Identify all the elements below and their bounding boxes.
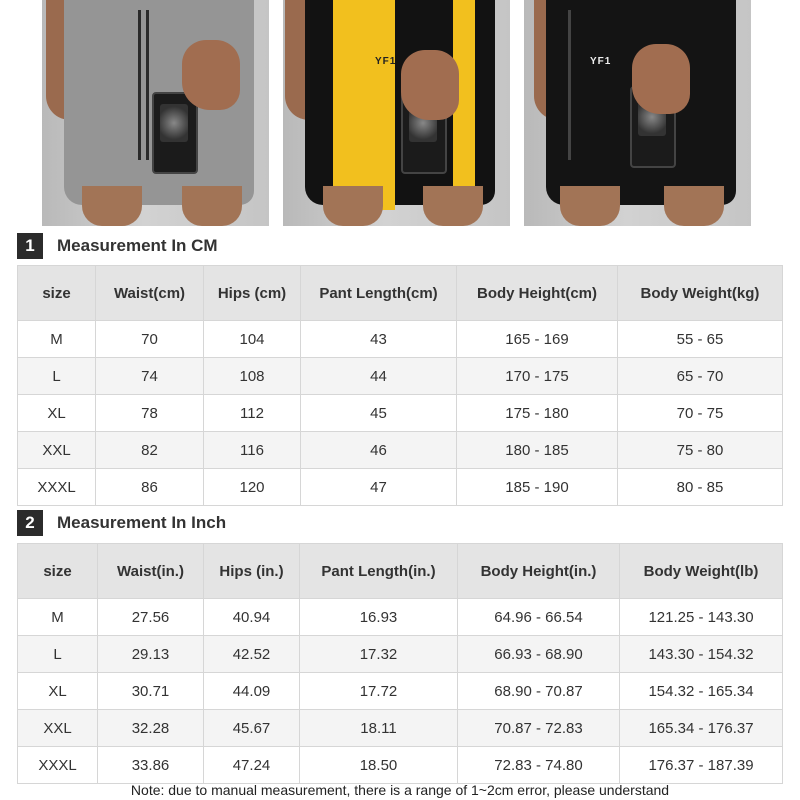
table-row [18, 395, 783, 432]
table-cell: 70 - 75 [618, 395, 783, 432]
table-cell: 17.32 [300, 636, 458, 673]
table-cell: 86 [96, 469, 204, 506]
table-header-row [18, 266, 783, 321]
table-row [18, 358, 783, 395]
table-cell: 121.25 - 143.30 [620, 599, 783, 636]
column-header: size [18, 544, 98, 599]
table-cell: L [18, 636, 98, 673]
table-cell: 180 - 185 [457, 432, 618, 469]
table-row [18, 673, 783, 710]
table-cell: 32.28 [98, 710, 204, 747]
section-header-inch [17, 509, 226, 537]
column-header: Hips (cm) [204, 266, 301, 321]
column-header: Body Weight(lb) [620, 544, 783, 599]
table-cell: 70 [96, 321, 204, 358]
table-cell: 74 [96, 358, 204, 395]
table-cell: XL [18, 673, 98, 710]
table-cell: 29.13 [98, 636, 204, 673]
table-cell: 65 - 70 [618, 358, 783, 395]
table-cell: 165 - 169 [457, 321, 618, 358]
table-cell: 143.30 - 154.32 [620, 636, 783, 673]
table-cell: 43 [301, 321, 457, 358]
section-header-cm [17, 232, 218, 260]
table-cell: 68.90 - 70.87 [458, 673, 620, 710]
table-cell: 116 [204, 432, 301, 469]
table-row [18, 747, 783, 784]
table-cell: 175 - 180 [457, 395, 618, 432]
table-cell: 40.94 [204, 599, 300, 636]
table-cell: 18.11 [300, 710, 458, 747]
section-number: 1 [17, 233, 43, 259]
table-cell: 18.50 [300, 747, 458, 784]
product-photo-yellow [283, 0, 510, 226]
table-cell: 70.87 - 72.83 [458, 710, 620, 747]
section-title: Measurement In Inch [57, 513, 227, 532]
table-cell: 47 [301, 469, 457, 506]
table-cell: 78 [96, 395, 204, 432]
table-cell: XL [18, 395, 96, 432]
table-row [18, 636, 783, 673]
column-header: Pant Length(cm) [301, 266, 457, 321]
table-cell: 185 - 190 [457, 469, 618, 506]
table-cell: 165.34 - 176.37 [620, 710, 783, 747]
size-table-cm [17, 265, 783, 506]
table-row [18, 469, 783, 506]
table-cell: 17.72 [300, 673, 458, 710]
product-logo: YF1 [375, 56, 397, 67]
table-row [18, 432, 783, 469]
table-cell: 44.09 [204, 673, 300, 710]
column-header: Body Weight(kg) [618, 266, 783, 321]
table-header-row [18, 544, 783, 599]
table-cell: 112 [204, 395, 301, 432]
table-cell: 72.83 - 74.80 [458, 747, 620, 784]
column-header: Waist(cm) [96, 266, 204, 321]
column-header: Body Height(in.) [458, 544, 620, 599]
table-cell: 120 [204, 469, 301, 506]
table-cell: 45.67 [204, 710, 300, 747]
table-cell: 16.93 [300, 599, 458, 636]
table-cell: M [18, 321, 96, 358]
table-row [18, 710, 783, 747]
column-header: Hips (in.) [204, 544, 300, 599]
table-cell: 27.56 [98, 599, 204, 636]
table-cell: XXL [18, 710, 98, 747]
table-cell: 47.24 [204, 747, 300, 784]
section-number: 2 [17, 510, 43, 536]
column-header: Body Height(cm) [457, 266, 618, 321]
table-cell: 30.71 [98, 673, 204, 710]
product-logo: YF1 [590, 56, 612, 67]
table-cell: 42.52 [204, 636, 300, 673]
product-photo-gray [42, 0, 269, 226]
table-cell: XXXL [18, 469, 96, 506]
table-row [18, 599, 783, 636]
table-cell: 104 [204, 321, 301, 358]
table-cell: XXL [18, 432, 96, 469]
table-cell: 80 - 85 [618, 469, 783, 506]
table-row [18, 321, 783, 358]
size-table-inch [17, 543, 783, 784]
table-cell: M [18, 599, 98, 636]
table-cell: 154.32 - 165.34 [620, 673, 783, 710]
table-cell: 55 - 65 [618, 321, 783, 358]
column-header: size [18, 266, 96, 321]
table-cell: 108 [204, 358, 301, 395]
table-cell: 66.93 - 68.90 [458, 636, 620, 673]
column-header: Pant Length(in.) [300, 544, 458, 599]
table-cell: 82 [96, 432, 204, 469]
product-photo-black [524, 0, 751, 226]
measurement-note: Note: due to manual measurement, there is a range of 1~2cm error, please understand [130, 782, 670, 798]
table-cell: 176.37 - 187.39 [620, 747, 783, 784]
table-cell: 46 [301, 432, 457, 469]
table-cell: 44 [301, 358, 457, 395]
table-cell: 45 [301, 395, 457, 432]
table-cell: 75 - 80 [618, 432, 783, 469]
section-title: Measurement In CM [57, 236, 218, 255]
table-cell: L [18, 358, 96, 395]
table-cell: 64.96 - 66.54 [458, 599, 620, 636]
table-cell: 170 - 175 [457, 358, 618, 395]
table-cell: 33.86 [98, 747, 204, 784]
column-header: Waist(in.) [98, 544, 204, 599]
table-cell: XXXL [18, 747, 98, 784]
